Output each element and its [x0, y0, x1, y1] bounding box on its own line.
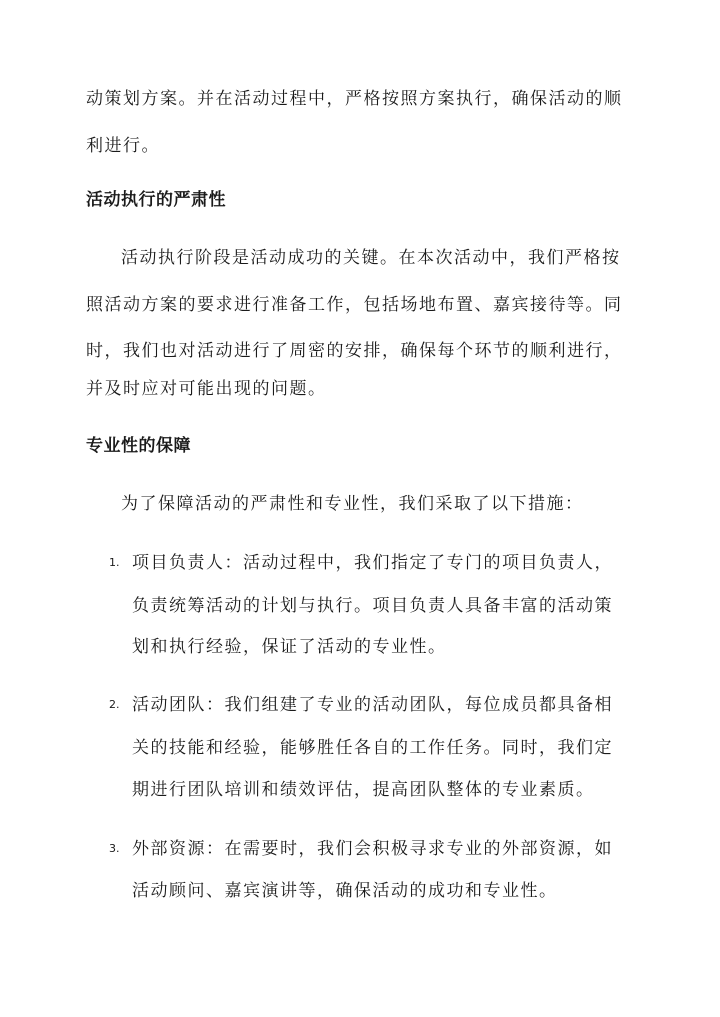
- section1-line-2: 照活动方案的要求进行准备工作，包括场地布置、嘉宾接待等。同: [86, 295, 623, 315]
- list-item-1-line-3: 划和执行经验，保证了活动的专业性。: [132, 637, 447, 657]
- section1-line-4: 并及时应对可能出现的问题。: [86, 379, 327, 399]
- section2-intro: 为了保障活动的严肃性和专业性，我们采取了以下措施：: [121, 494, 584, 514]
- list-item-1-line-1: 项目负责人：活动过程中，我们指定了专门的项目负责人，: [132, 553, 613, 573]
- list-item-2-line-3: 期进行团队培训和绩效评估，提高团队整体的专业素质。: [132, 780, 595, 800]
- list-item-number: 3.: [109, 842, 120, 855]
- list-item-number: 2.: [109, 698, 120, 711]
- list-item-3-line-2: 活动顾问、嘉宾演讲等，确保活动的成功和专业性。: [132, 881, 558, 901]
- section1-line-1: 活动执行阶段是活动成功的关键。在本次活动中，我们严格按: [121, 248, 621, 268]
- intro-line-1: 动策划方案。并在活动过程中，严格按照方案执行，确保活动的顺: [86, 89, 623, 109]
- section-heading-execution: 活动执行的严肃性: [86, 190, 226, 210]
- section1-line-3: 时，我们也对活动进行了周密的安排，确保每个环节的顺利进行，: [86, 341, 623, 361]
- list-item-number: 1.: [109, 556, 120, 569]
- list-item-2-line-2: 关的技能和经验，能够胜任各自的工作任务。同时，我们定: [132, 738, 613, 758]
- intro-line-2: 利进行。: [86, 136, 160, 156]
- list-item-2-line-1: 活动团队：我们组建了专业的活动团队，每位成员都具备相: [132, 695, 613, 715]
- list-item-3-line-1: 外部资源：在需要时，我们会积极寻求专业的外部资源，如: [132, 839, 613, 859]
- section-heading-professional: 专业性的保障: [86, 436, 191, 456]
- list-item-1-line-2: 负责统筹活动的计划与执行。项目负责人具备丰富的活动策: [132, 596, 613, 616]
